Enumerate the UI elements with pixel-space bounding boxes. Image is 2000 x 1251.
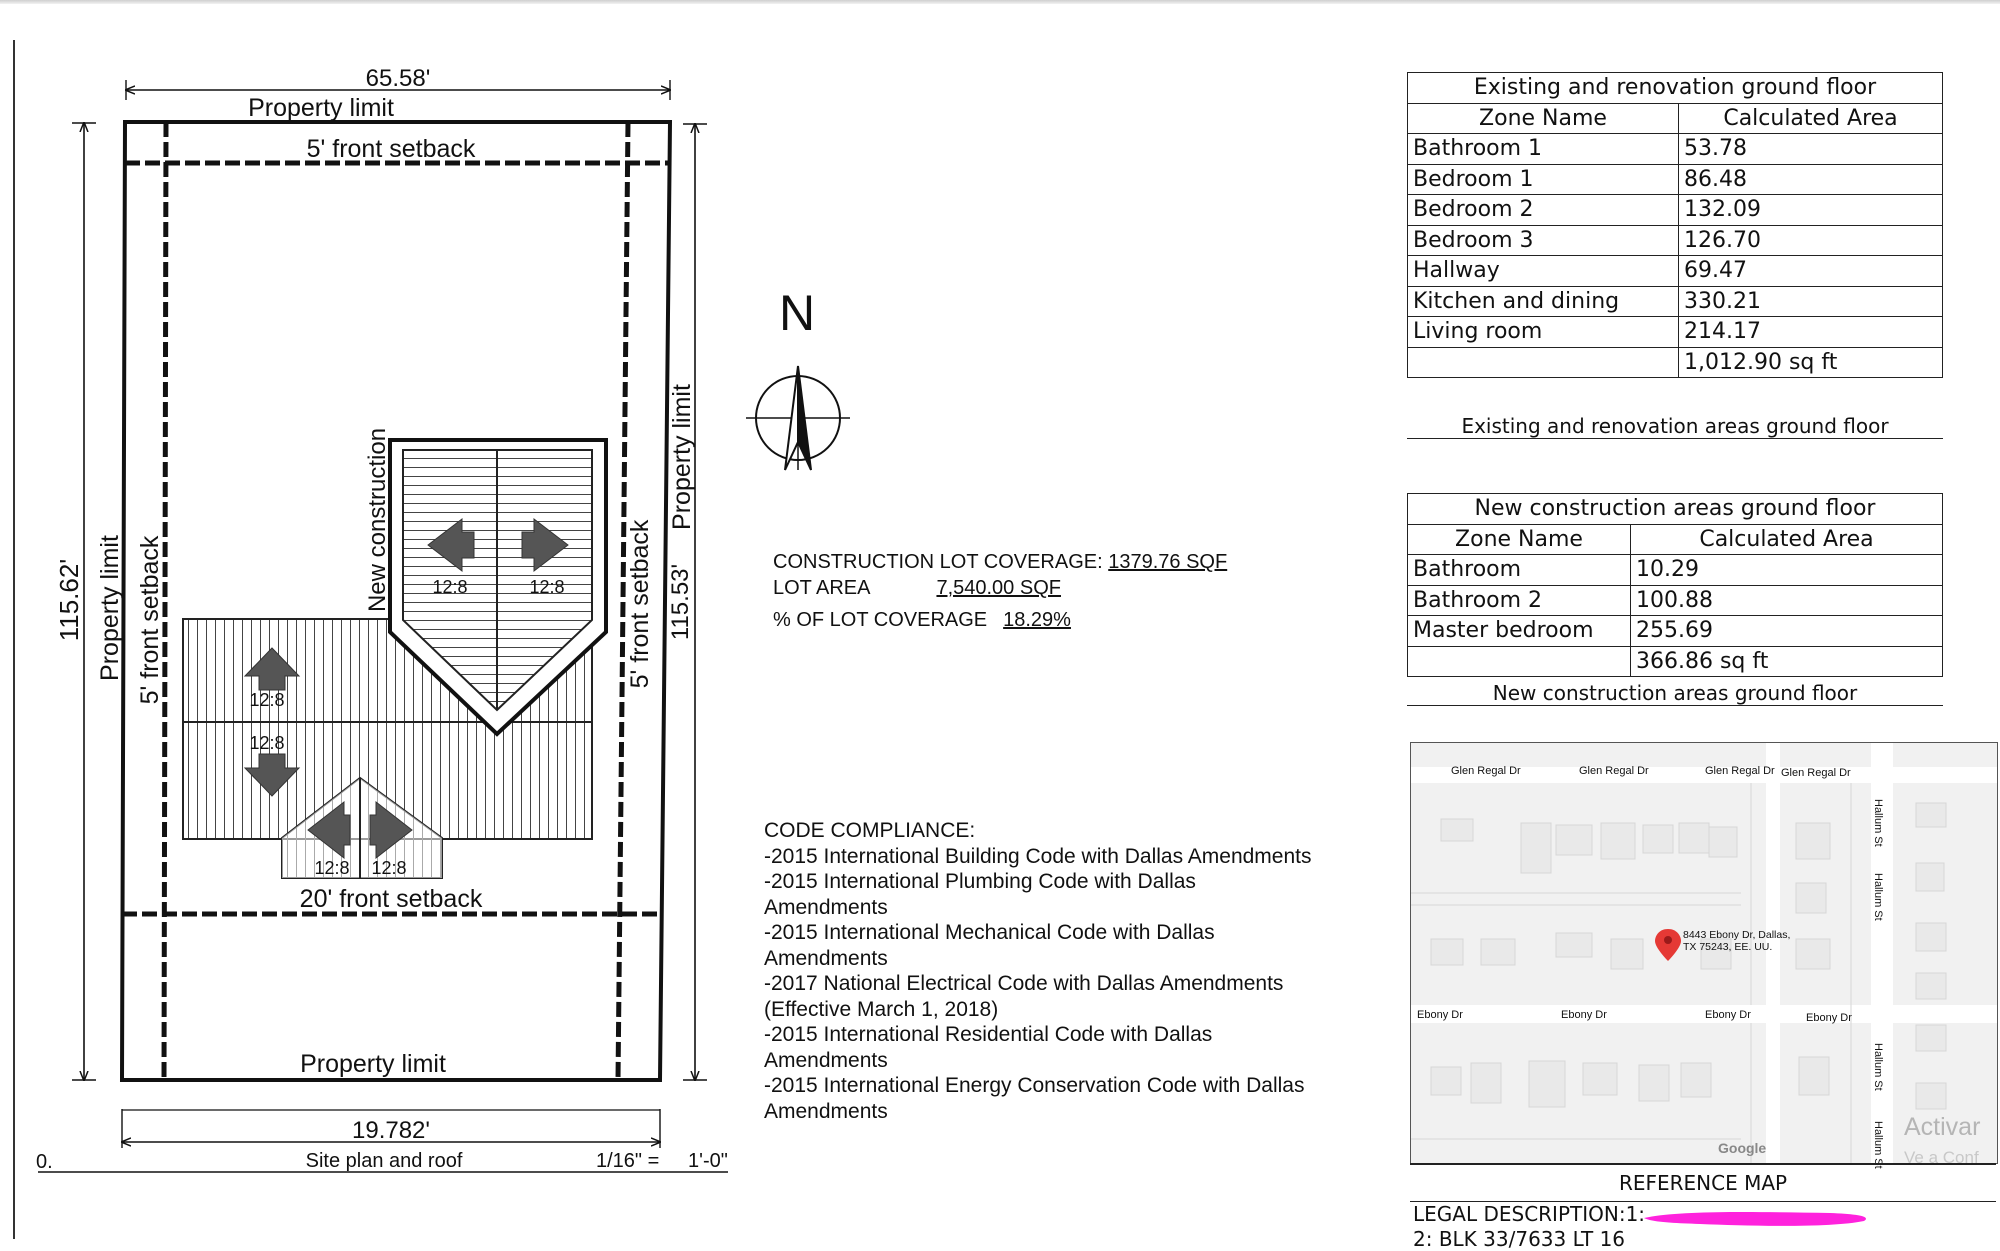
front-setback-bottom-label: 20' front setback (299, 885, 483, 913)
column-header: Calculated Area (1679, 103, 1943, 134)
area-cell: 132.09 (1679, 195, 1943, 226)
area-cell: 255.69 (1631, 616, 1943, 647)
code-item: -2015 International Building Code with Dallas Amendments (764, 844, 1312, 868)
code-item: -2015 International Mechanical Code with Dallas Amendments (764, 921, 1215, 970)
area-cell: 86.48 (1679, 164, 1943, 195)
street-label: Glen Regal Dr (1705, 765, 1775, 777)
code-item: -2017 National Electrical Code with Dallas Amendments (Effective March 1, 2018) (764, 972, 1284, 1021)
top-dimension (126, 65, 670, 100)
pitch-label: 12:8 (249, 690, 285, 710)
right-dimension (667, 124, 707, 1080)
left-dimension-label: 115.62' (54, 558, 84, 642)
area-cell: 100.88 (1631, 585, 1943, 616)
google-logo: Google (1718, 1140, 1767, 1156)
property-limit-right-label: Property limit (668, 384, 696, 530)
reference-map[interactable] (1410, 742, 1998, 1169)
zone-cell: Bathroom 1 (1408, 134, 1679, 165)
area-cell: 330.21 (1679, 286, 1943, 317)
table-row (1408, 256, 1943, 287)
pin-address-line2: TX 75243, EE. UU. (1683, 941, 1773, 953)
table-row (1408, 164, 1943, 195)
scale-right: 1'-0" (688, 1150, 728, 1172)
coverage-value: 1379.76 SQF (1108, 551, 1228, 573)
percent-value: 18.29% (1003, 609, 1071, 631)
street-label: Hallum St (1872, 799, 1884, 847)
street-label: Hallum St (1872, 1043, 1884, 1091)
total-cell: 366.86 sq ft (1631, 646, 1943, 677)
scale-left: 1/16" = (596, 1150, 660, 1172)
column-header: Calculated Area (1631, 524, 1943, 555)
zone-cell: Master bedroom (1408, 616, 1631, 647)
new-table-title: New construction areas ground floor (1408, 494, 1943, 525)
lot-area-value: 7,540.00 SQF (936, 577, 1061, 599)
table-row (1408, 616, 1943, 647)
table-row (1408, 195, 1943, 226)
code-item: -2015 International Energy Conservation Code with Dallas Amendments (764, 1074, 1305, 1123)
code-compliance-heading: CODE COMPLIANCE: (764, 819, 976, 842)
table-row (1408, 225, 1943, 256)
existing-table-caption: Existing and renovation areas ground floor (1407, 414, 1943, 439)
zone-cell: Hallway (1408, 256, 1679, 287)
legal-line1: LEGAL DESCRIPTION:1: (1413, 1202, 1646, 1226)
redaction-mark (1640, 1204, 1880, 1234)
drawing-title: Site plan and roof (305, 1150, 463, 1172)
compass-icon (746, 366, 850, 470)
code-compliance-block (764, 818, 1324, 1124)
pin-address-line1: 8443 Ebony Dr, Dallas, (1683, 929, 1791, 941)
code-item: -2015 International Plumbing Code with Dallas Amendments (764, 870, 1196, 919)
street-label: Ebony Dr (1806, 1012, 1852, 1024)
area-cell: 126.70 (1679, 225, 1943, 256)
pitch-label: 12:8 (529, 577, 565, 597)
property-limit-bottom-label: Property limit (300, 1050, 446, 1078)
pitch-label: 12:8 (249, 733, 285, 753)
north-arrow (740, 270, 860, 480)
percent-label: % OF LOT COVERAGE (773, 609, 988, 631)
area-cell: 69.47 (1679, 256, 1943, 287)
watermark-line2: Ve a Conf (1904, 1148, 1979, 1167)
bottom-dimension-label: 19.782' (352, 1117, 430, 1144)
street-label: Ebony Dr (1705, 1009, 1751, 1021)
street-label: Hallum St (1872, 873, 1884, 921)
bottom-dimension (122, 1109, 660, 1148)
street-label: Ebony Dr (1417, 1009, 1463, 1021)
zone-cell: Bathroom (1408, 555, 1631, 586)
legal-line2: 2: BLK 33/7633 LT 16 (1413, 1227, 1626, 1251)
existing-areas-schedule (1407, 72, 1943, 439)
new-construction-label: New construction (364, 427, 391, 613)
column-header: Zone Name (1408, 524, 1631, 555)
new-table-caption: New construction areas ground floor (1407, 681, 1943, 706)
legal-description (1413, 1202, 1645, 1226)
property-limit-left-label: Property limit (96, 535, 124, 681)
street-label: Glen Regal Dr (1579, 765, 1649, 777)
street-label: Hallum St (1872, 1121, 1884, 1169)
table-row (1408, 585, 1943, 616)
table-row (1408, 286, 1943, 317)
north-label: N (778, 285, 816, 341)
zone-cell: Bedroom 2 (1408, 195, 1679, 226)
total-row (1408, 646, 1943, 677)
setback-right-label: 5' front setback (626, 519, 654, 689)
area-cell: 214.17 (1679, 317, 1943, 348)
zone-cell: Bathroom 2 (1408, 585, 1631, 616)
area-cell: 53.78 (1679, 134, 1943, 165)
total-cell: 1,012.90 sq ft (1679, 347, 1943, 378)
map-canvas (1411, 743, 1997, 1169)
zone-cell (1408, 347, 1679, 378)
zone-cell: Bedroom 3 (1408, 225, 1679, 256)
new-areas-schedule (1407, 493, 1943, 706)
setback-left-label: 5' front setback (136, 535, 164, 705)
total-row (1408, 347, 1943, 378)
street-label: Glen Regal Dr (1451, 765, 1521, 777)
lot-area-label: LOT AREA (773, 577, 871, 599)
front-setback-top-label: 5' front setback (306, 135, 476, 163)
code-item: -2015 International Residential Code with Dallas Amendments (764, 1023, 1213, 1072)
zone-cell (1408, 646, 1631, 677)
zone-cell: Kitchen and dining (1408, 286, 1679, 317)
reference-map-label: REFERENCE MAP (1410, 1163, 1996, 1202)
pitch-label: 12:8 (432, 577, 468, 597)
drawing-number: 0. (36, 1151, 53, 1173)
site-plan-drawing (0, 0, 760, 1239)
pitch-label: 12:8 (314, 858, 350, 878)
pitch-label: 12:8 (371, 858, 407, 878)
table-row (1408, 555, 1943, 586)
column-header: Zone Name (1408, 103, 1679, 134)
property-limit-top-label: Property limit (248, 94, 394, 122)
watermark-line1: Activar (1904, 1113, 1981, 1141)
street-label: Ebony Dr (1561, 1009, 1607, 1021)
zone-cell: Bedroom 1 (1408, 164, 1679, 195)
right-dimension-label: 115.53' (667, 563, 694, 641)
table-row (1408, 134, 1943, 165)
existing-table-title: Existing and renovation ground floor (1408, 73, 1943, 104)
lot-coverage-block (773, 549, 1227, 633)
top-dimension-label: 65.58' (365, 65, 431, 92)
existing-areas-table (1407, 72, 1943, 378)
table-row (1408, 317, 1943, 348)
zone-cell: Living room (1408, 317, 1679, 348)
area-cell: 10.29 (1631, 555, 1943, 586)
left-dimension (54, 123, 96, 1080)
coverage-label: CONSTRUCTION LOT COVERAGE: (773, 551, 1103, 573)
new-areas-table (1407, 493, 1943, 677)
street-label: Glen Regal Dr (1781, 767, 1851, 779)
